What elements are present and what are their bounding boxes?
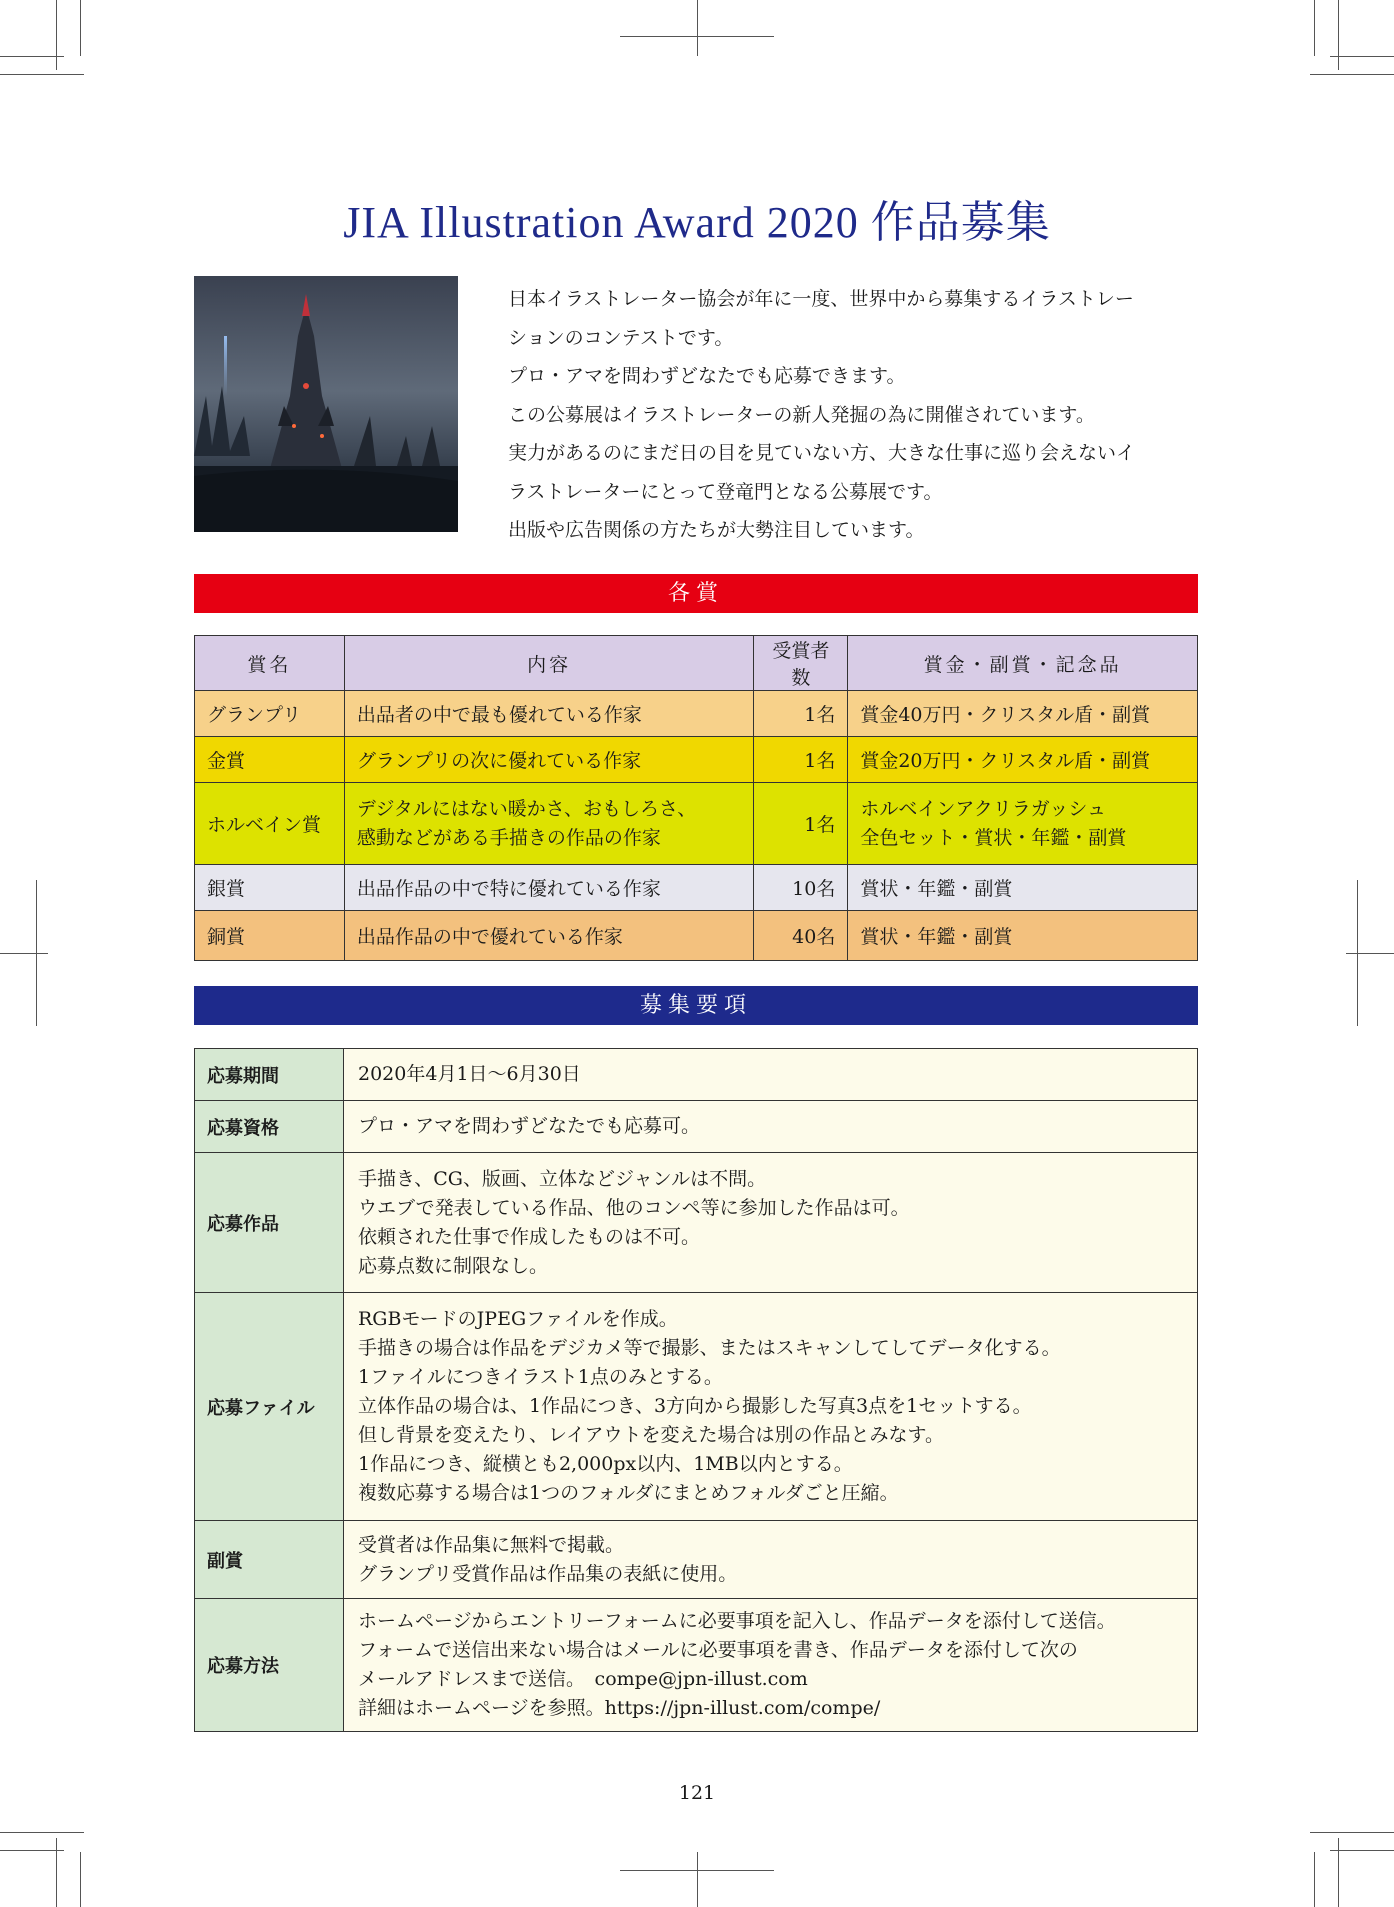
- requirement-row: [195, 1101, 1198, 1153]
- requirement-line: RGBモードのJPEGファイルを作成。: [358, 1308, 678, 1330]
- award-prize-line: 賞状・年鑑・副賞: [860, 926, 1013, 948]
- award-row: [195, 865, 1198, 911]
- award-name: [195, 783, 345, 865]
- intro-line: 実力があるのにまだ日の目を見ていない方、大きな仕事に巡り会えないイ: [508, 442, 1136, 464]
- award-name: [195, 865, 345, 911]
- header-cell: 内容: [344, 636, 754, 691]
- award-count: [754, 911, 848, 961]
- requirement-line: 手描き、CG、版画、立体などジャンルは不問。: [358, 1167, 767, 1190]
- award-description: [344, 865, 754, 911]
- awards-table: [194, 635, 1198, 961]
- requirement-label: 応募作品: [195, 1153, 344, 1293]
- requirement-line: 複数応募する場合は1つのフォルダにまとめフォルダごと圧縮。: [358, 1482, 899, 1504]
- award-description: [344, 911, 754, 961]
- award-name-text: 銅賞: [207, 926, 246, 948]
- requirement-line: ホームページからエントリーフォームに必要事項を記入し、作品データを添付して送信。: [358, 1610, 1116, 1632]
- requirement-line: 詳細はホームページを参照。https://jpn-illust.com/compe/: [358, 1697, 881, 1719]
- requirement-line: 受賞者は作品集に無料で掲載。: [358, 1533, 625, 1556]
- award-name-text: グランプリ: [207, 704, 302, 726]
- requirement-line: 1ファイルにつきイラスト1点のみとする。: [358, 1366, 723, 1388]
- requirement-label: 応募方法: [195, 1599, 344, 1732]
- award-description: [344, 737, 754, 783]
- requirement-label: 応募ファイル: [195, 1293, 344, 1521]
- illustration-image: [194, 276, 458, 532]
- award-name-text: 銀賞: [207, 878, 246, 900]
- award-description-line: 感動などがある手描きの作品の作家: [356, 826, 661, 849]
- requirement-label: 応募期間: [195, 1049, 344, 1101]
- requirement-value: [344, 1101, 1198, 1153]
- requirement-line: 但し背景を変えたり、レイアウトを変えた場合は別の作品とみなす。: [358, 1424, 944, 1446]
- requirement-row: [195, 1521, 1198, 1599]
- award-row: [195, 783, 1198, 865]
- award-count: [754, 691, 848, 737]
- awards-header-row: [195, 636, 1198, 691]
- requirement-line: 依頼された仕事で作成したものは不可。: [358, 1225, 701, 1248]
- award-prize: [848, 737, 1198, 783]
- header-cell: 賞名: [195, 636, 345, 691]
- award-count: [754, 865, 848, 911]
- award-description-line: 出品作品の中で優れている作家: [356, 926, 623, 948]
- page-number: 121: [678, 1782, 716, 1804]
- intro-line: ラストレーターにとって登竜門となる公募展です。: [508, 480, 943, 503]
- page-title: JIA Illustration Award 2020 作品募集: [343, 198, 1051, 247]
- requirement-line: メールアドレスまで送信。 compe@jpn-illust.com: [358, 1668, 808, 1690]
- intro-text: [508, 280, 1208, 550]
- requirement-label: 副賞: [195, 1521, 344, 1599]
- requirement-value: [344, 1599, 1198, 1732]
- award-description-line: 出品者の中で最も優れている作家: [356, 704, 642, 726]
- requirement-line: 応募点数に制限なし。: [358, 1254, 549, 1277]
- requirement-value: [344, 1153, 1198, 1293]
- requirement-row: [195, 1049, 1198, 1101]
- requirement-row: [195, 1599, 1198, 1732]
- award-count-text: 1名: [804, 704, 836, 726]
- requirement-row: [195, 1153, 1198, 1293]
- intro-line: プロ・アマを問わずどなたでも応募できます。: [508, 365, 906, 387]
- header-cell: 賞金・副賞・記念品: [848, 636, 1198, 691]
- header-cell: 受賞者数: [754, 636, 848, 691]
- requirement-line: 手描きの場合は作品をデジカメ等で撮影、またはスキャンしてしてデータ化する。: [358, 1337, 1061, 1359]
- award-description-line: デジタルにはない暖かさ、おもしろさ、: [356, 797, 697, 820]
- requirement-line: フォームで送信出来ない場合はメールに必要事項を書き、作品データを添付して次の: [358, 1639, 1078, 1661]
- award-prize-line: 賞金40万円・クリスタル盾・副賞: [860, 704, 1151, 726]
- requirement-line: グランプリ受賞作品は作品集の表紙に使用。: [358, 1562, 738, 1585]
- award-prize-line: 全色セット・賞状・年鑑・副賞: [860, 826, 1127, 849]
- award-name: [195, 691, 345, 737]
- award-prize: [848, 865, 1198, 911]
- requirement-line: 1作品につき、縦横とも2,000px以内、1MB以内とする。: [358, 1453, 853, 1475]
- requirement-label: 応募資格: [195, 1101, 344, 1153]
- awards-heading: 各賞: [194, 574, 1198, 613]
- award-prize: [848, 783, 1198, 865]
- award-row: [195, 911, 1198, 961]
- award-description: [344, 783, 754, 865]
- award-count-text: 1名: [804, 750, 836, 772]
- award-count-text: 10名: [792, 878, 836, 900]
- award-description-line: グランプリの次に優れている作家: [356, 750, 642, 772]
- award-prize-line: ホルベインアクリラガッシュ: [860, 797, 1107, 820]
- award-name: [195, 911, 345, 961]
- award-description-line: 出品作品の中で特に優れている作家: [356, 878, 661, 900]
- award-prize-line: 賞金20万円・クリスタル盾・副賞: [860, 750, 1151, 772]
- requirements-heading: 募集要項: [194, 986, 1198, 1025]
- award-description: [344, 691, 754, 737]
- award-name: [195, 737, 345, 783]
- award-count: [754, 737, 848, 783]
- requirement-line: 2020年4月1日〜6月30日: [358, 1063, 581, 1085]
- requirement-value: [344, 1521, 1198, 1599]
- intro-line: 日本イラストレーター協会が年に一度、世界中から募集するイラストレー: [508, 288, 1134, 310]
- award-prize-line: 賞状・年鑑・副賞: [860, 878, 1013, 900]
- intro-line: ションのコンテストです。: [508, 326, 734, 349]
- requirement-row: [195, 1293, 1198, 1521]
- requirement-line: 立体作品の場合は、1作品につき、3方向から撮影した写真3点を1セットする。: [358, 1395, 1032, 1417]
- intro-line: この公募展はイラストレーターの新人発掘の為に開催されています。: [508, 403, 1095, 426]
- award-row: [195, 737, 1198, 783]
- requirement-line: プロ・アマを問わずどなたでも応募可。: [358, 1115, 701, 1137]
- award-count-text: 40名: [792, 926, 836, 948]
- requirement-value: [344, 1049, 1198, 1101]
- award-name-text: ホルベイン賞: [207, 814, 322, 836]
- requirement-line: ウエブで発表している作品、他のコンペ等に参加した作品は可。: [358, 1196, 910, 1219]
- requirements-table: [194, 1048, 1198, 1732]
- requirement-value: [344, 1293, 1198, 1521]
- intro-line: 出版や広告関係の方たちが大勢注目しています。: [508, 519, 925, 541]
- award-name-text: 金賞: [207, 750, 246, 772]
- award-prize: [848, 691, 1198, 737]
- award-row: [195, 691, 1198, 737]
- award-prize: [848, 911, 1198, 961]
- award-count-text: 1名: [804, 814, 836, 836]
- award-count: [754, 783, 848, 865]
